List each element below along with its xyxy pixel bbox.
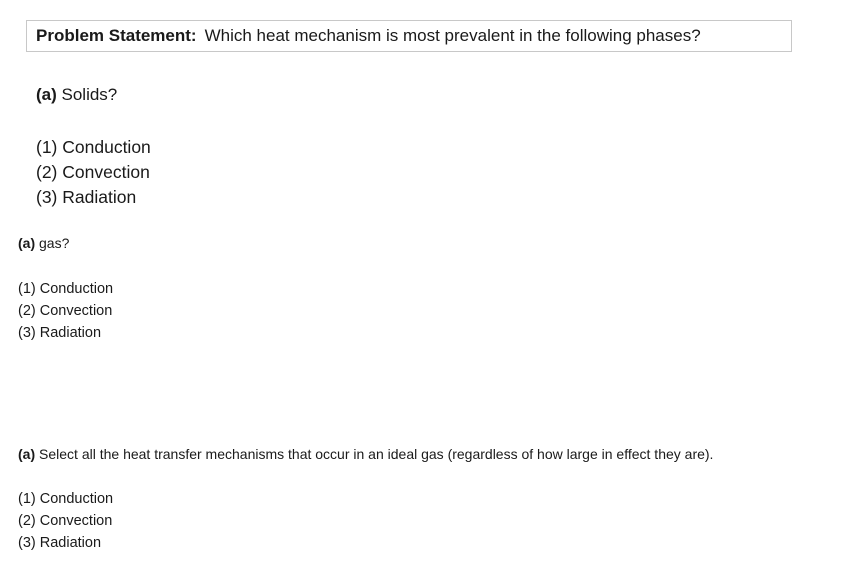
question-prompt: gas? [35, 235, 70, 251]
option-radiation[interactable]: (3) Radiation [18, 535, 102, 551]
option-convection[interactable]: (2) Convection [18, 303, 113, 319]
option-convection[interactable]: (2) Convection [36, 162, 150, 182]
option-radiation[interactable]: (3) Radiation [18, 325, 102, 341]
question-marker: (a) [18, 235, 36, 251]
option-conduction[interactable]: (1) Conduction [18, 281, 114, 297]
option-conduction[interactable]: (1) Conduction [36, 137, 151, 157]
problem-statement [26, 20, 792, 52]
option-convection[interactable]: (2) Convection [18, 513, 113, 529]
question-marker: (a) [18, 446, 36, 462]
question-prompt: Select all the heat transfer mechanisms that occur in an ideal gas (regardless of how large in effect they are). [35, 446, 714, 462]
option-conduction[interactable]: (1) Conduction [18, 491, 114, 507]
question-marker: (a) [36, 85, 57, 104]
problem-statement-text: Which heat mechanism is most prevalent in the following phases? [204, 26, 701, 45]
question-solids [36, 85, 117, 105]
options-list-solids [36, 135, 151, 210]
options-list-ideal-gas [18, 488, 113, 554]
option-radiation[interactable]: (3) Radiation [36, 187, 137, 207]
options-list-gas [18, 278, 113, 344]
problem-statement-label: Problem Statement: [36, 26, 197, 45]
question-prompt: Solids? [56, 85, 118, 104]
question-gas [18, 235, 69, 251]
question-ideal-gas [18, 446, 713, 462]
